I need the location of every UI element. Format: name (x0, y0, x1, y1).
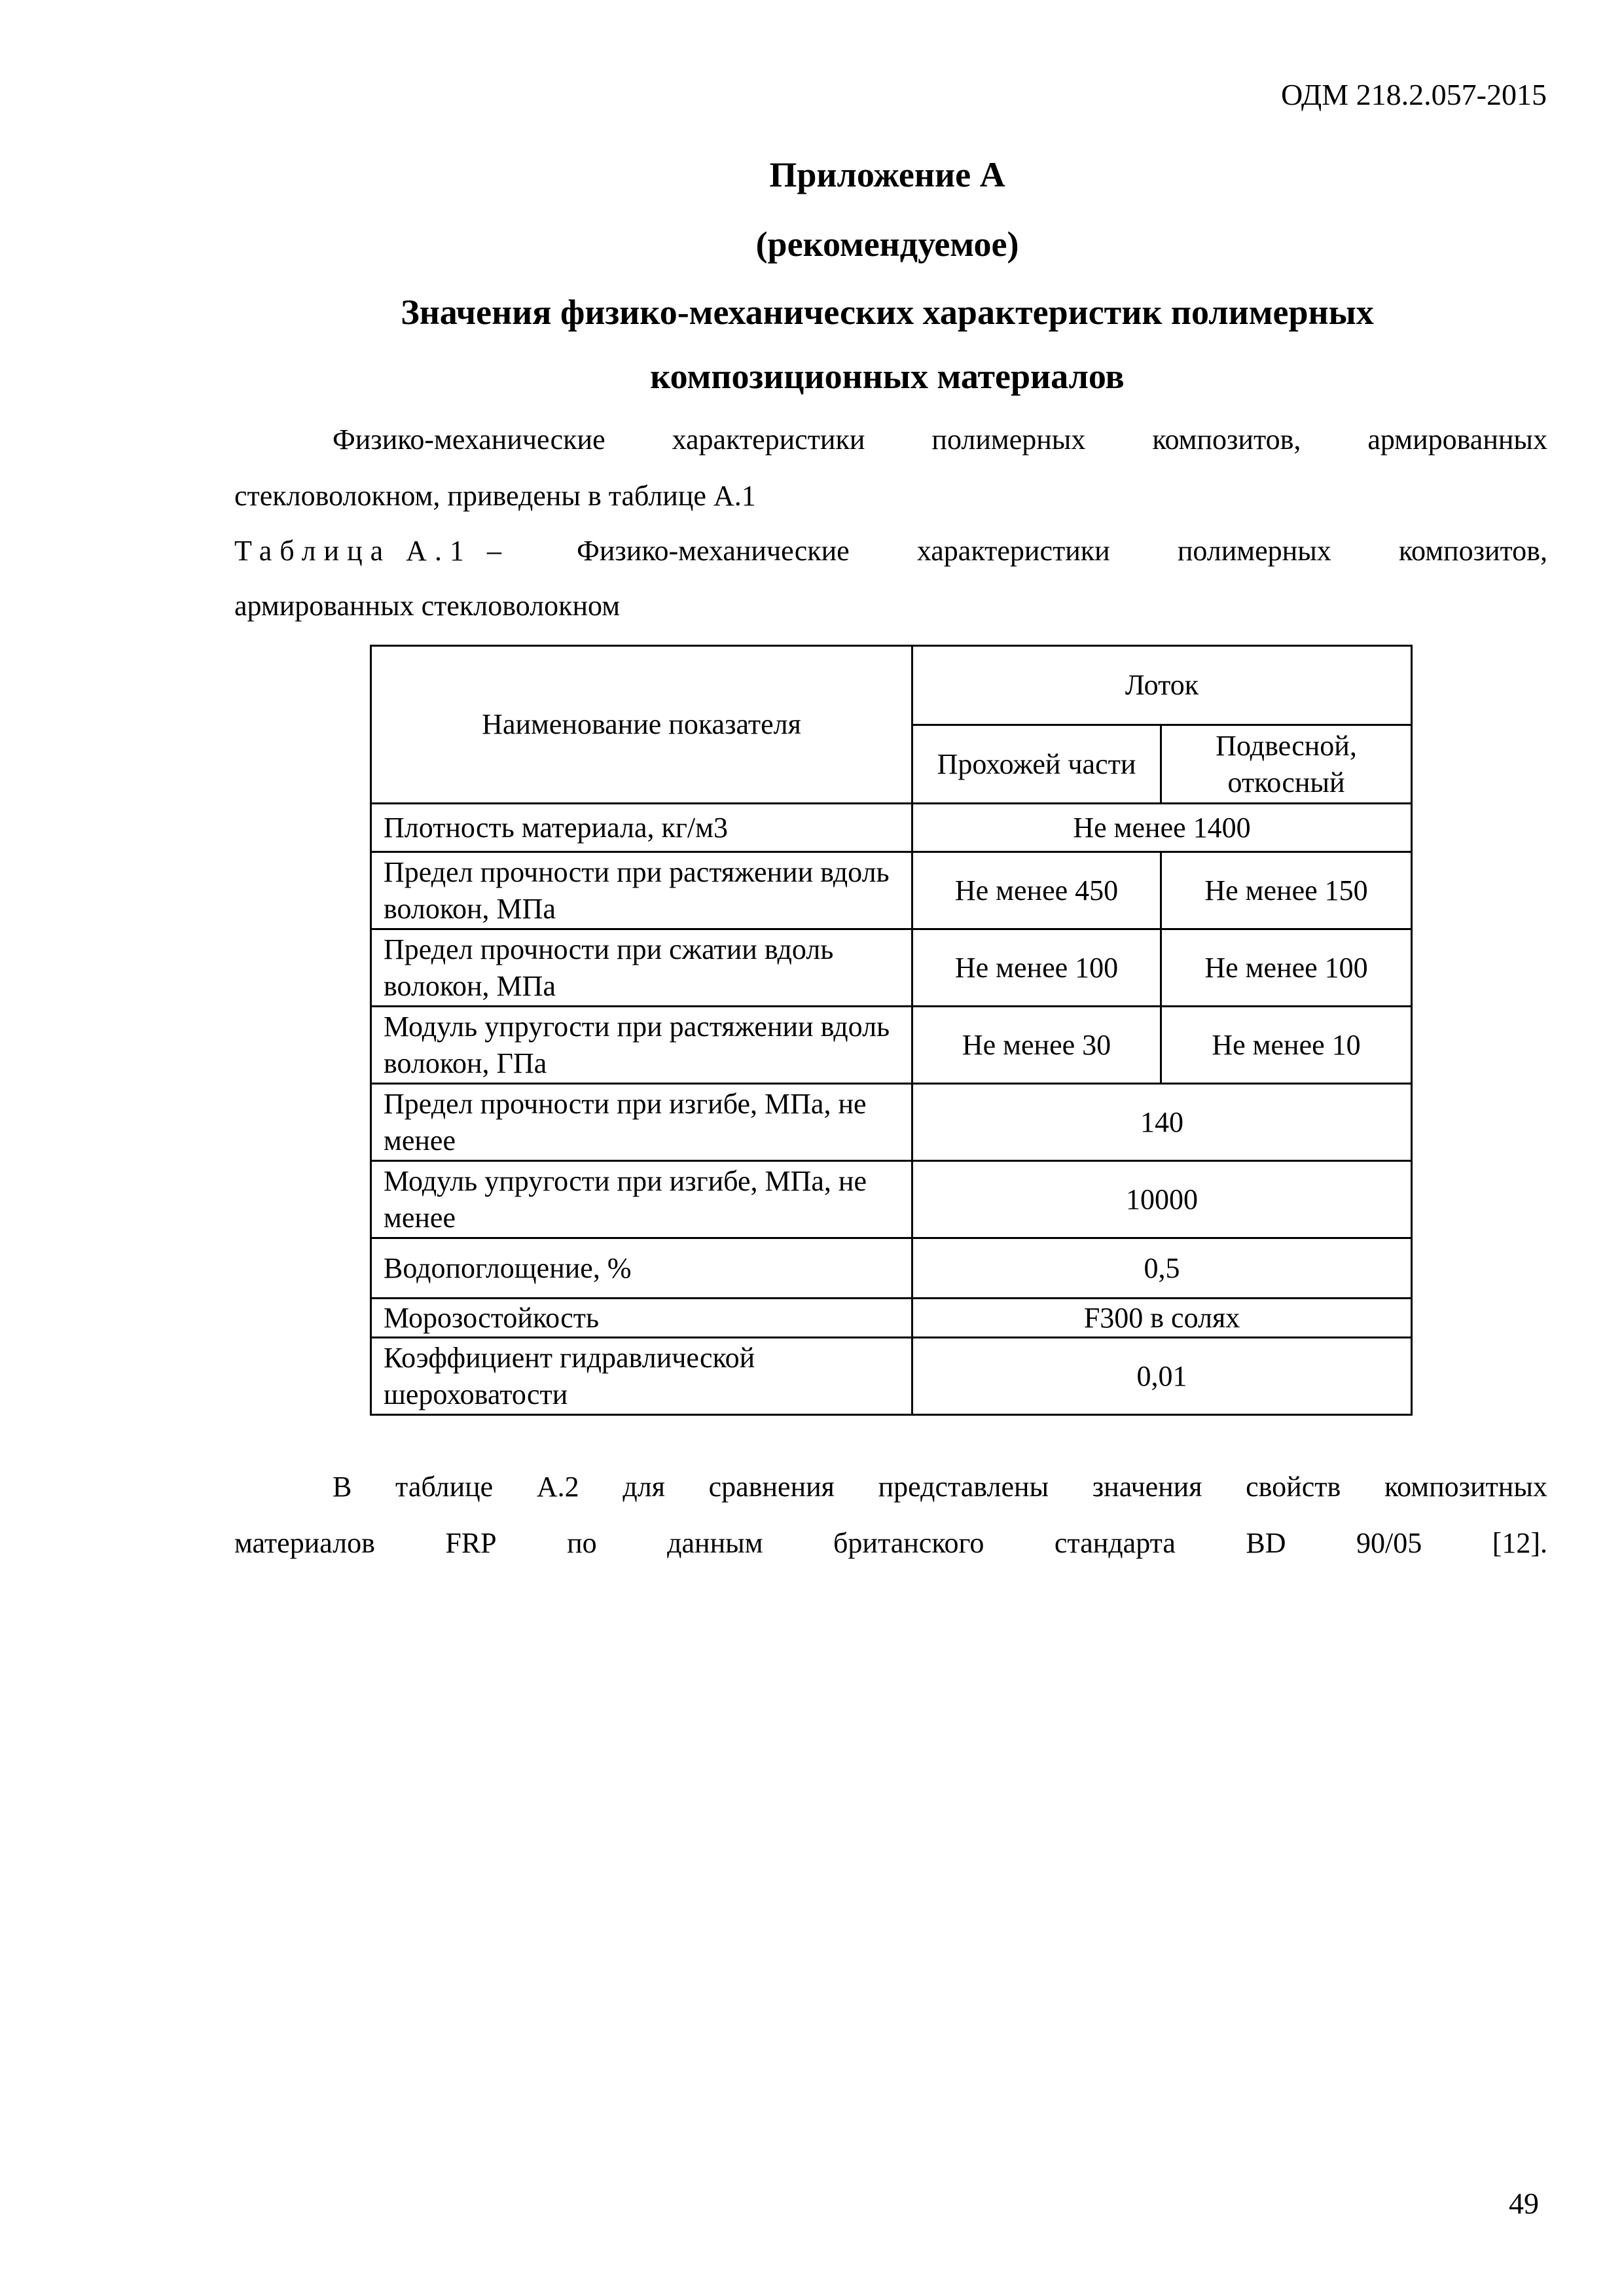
row-value-cell: 140 (912, 1084, 1412, 1161)
row-value-cell: Не менее 1400 (912, 804, 1412, 852)
word: полимерных (1177, 535, 1331, 567)
word: Физико-механические (333, 423, 605, 456)
appendix-heading-line2: композиционных материалов (650, 357, 1125, 396)
word: британского (833, 1527, 984, 1559)
page-number: 49 (1509, 2187, 1539, 2220)
table-caption-label: Таблица А.1 – (234, 535, 509, 567)
paragraph2-line1 (333, 1473, 1547, 1501)
row-name-cell: Предел прочности при сжатии вдоль волокон, МПа (371, 929, 912, 1007)
word: Физико-механические (577, 535, 850, 567)
properties-table (370, 645, 1413, 1416)
row-name-cell: Предел прочности при растяжении вдоль волокон, МПа (371, 852, 912, 929)
document-code: ОДМ 218.2.057-2015 (1280, 78, 1547, 111)
row-value-cell: 10000 (912, 1161, 1412, 1238)
row-name-cell: Предел прочности при изгибе, МПа, не менее (371, 1084, 912, 1161)
word: BD (1246, 1527, 1286, 1559)
word: FRP (445, 1527, 497, 1559)
row-name-cell: Плотность материала, кг/м3 (371, 804, 912, 852)
header-group-cell: Лоток (912, 646, 1412, 725)
paragraph1-line2: стекловолокном, приведены в таблице А.1 (234, 480, 756, 512)
row-value2-cell: Не менее 100 (1161, 929, 1412, 1007)
table-row (371, 1084, 1412, 1161)
word: по (567, 1527, 597, 1559)
appendix-title: Приложение А (769, 155, 1005, 194)
appendix-heading-line1: Значения физико-механических характеристик полимерных (401, 293, 1374, 332)
table-row (371, 1161, 1412, 1238)
row-name-cell: Морозостойкость (371, 1299, 912, 1338)
table-row (371, 1338, 1412, 1415)
row-value-cell: 0,5 (912, 1238, 1412, 1299)
row-name-cell: Модуль упругости при растяжении вдоль волокон, ГПа (371, 1007, 912, 1084)
row-value1-cell: Не менее 30 (912, 1007, 1161, 1084)
word: А.2 (536, 1471, 579, 1503)
row-name-cell: Коэффициент гидравлической шероховатости (371, 1338, 912, 1415)
table-row (371, 929, 1412, 1007)
header-sub2-cell: Подвесной, откосный (1161, 725, 1412, 804)
header-sub1-cell: Прохожей части (912, 725, 1161, 804)
appendix-subtitle: (рекомендуемое) (755, 224, 1019, 264)
word: свойств (1246, 1471, 1341, 1503)
word: [12]. (1492, 1527, 1547, 1559)
word: композитов, (1152, 423, 1301, 456)
word: сравнения (708, 1471, 835, 1503)
table-caption-line2: армированных стекловолокном (234, 590, 621, 622)
header-name-cell: Наименование показателя (371, 646, 912, 804)
word: данным (667, 1527, 763, 1559)
table-row (371, 804, 1412, 852)
word: армированных (1367, 423, 1547, 456)
word: характеристики (916, 535, 1110, 567)
row-value1-cell: Не менее 450 (912, 852, 1161, 929)
table-row (371, 1238, 1412, 1299)
word: стандарта (1054, 1527, 1176, 1559)
row-name-cell: Водопоглощение, % (371, 1238, 912, 1299)
word: материалов (234, 1527, 375, 1559)
row-value2-cell: Не менее 150 (1161, 852, 1412, 929)
paragraph1-line1 (333, 425, 1547, 454)
table-row (371, 1299, 1412, 1338)
word: композитов, (1398, 535, 1547, 567)
word: В (333, 1471, 352, 1503)
row-value-cell: F300 в солях (912, 1299, 1412, 1338)
word: таблице (395, 1471, 494, 1503)
row-value1-cell: Не менее 100 (912, 929, 1161, 1007)
word: представлены (878, 1471, 1049, 1503)
word: характеристики (672, 423, 865, 456)
row-name-cell: Модуль упругости при изгибе, МПа, не менее (371, 1161, 912, 1238)
row-value2-cell: Не менее 10 (1161, 1007, 1412, 1084)
word: полимерных (931, 423, 1086, 456)
word: значения (1092, 1471, 1202, 1503)
paragraph2-line2 (234, 1529, 1547, 1558)
word: 90/05 (1356, 1527, 1422, 1559)
row-value-cell: 0,01 (912, 1338, 1412, 1415)
word: композитных (1384, 1471, 1547, 1503)
table-header-row (371, 646, 1412, 725)
table-row (371, 1007, 1412, 1084)
table-caption-line1 (234, 537, 1547, 565)
word: для (623, 1471, 665, 1503)
table-row (371, 852, 1412, 929)
